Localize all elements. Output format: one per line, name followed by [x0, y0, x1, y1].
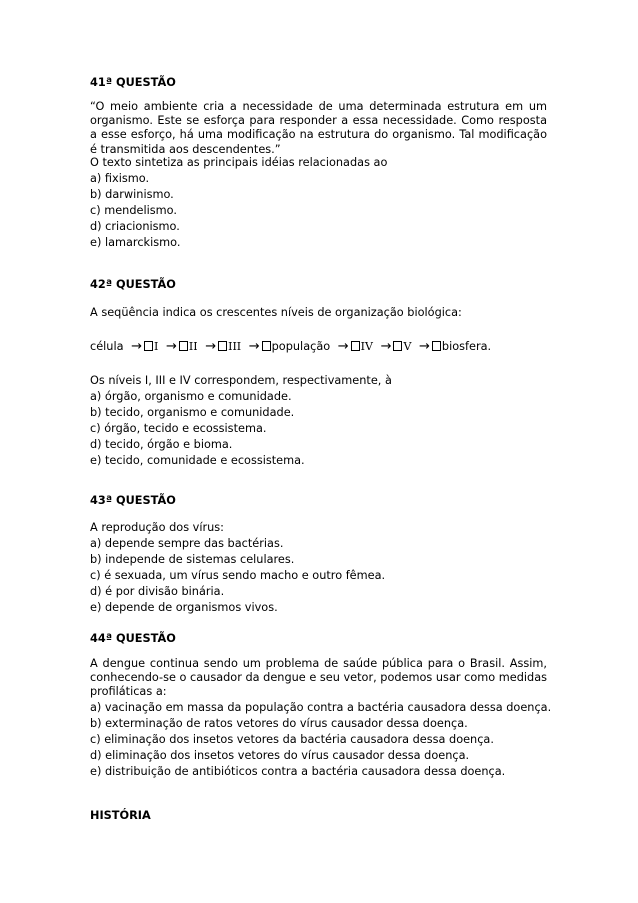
sequence-start: célula: [90, 340, 124, 353]
sequence-step: população: [271, 340, 331, 353]
question-44-text: A dengue continua sendo um problema de saúde pública para o Brasil. Assim, conhecendo-se o causador da dengue e seu vetor, podemos usar como medidas profiláticas a:: [90, 657, 547, 699]
sequence-step: IV: [360, 340, 373, 353]
arrow-icon: →: [205, 339, 217, 354]
option-a: a) depende sempre das bactérias.: [90, 537, 284, 550]
option-e: e) distribuição de antibióticos contra a bactéria causadora dessa doença.: [90, 765, 506, 778]
question-42-title: 42ª QUESTÃO: [90, 278, 176, 291]
option-d: d) tecido, órgão e bioma.: [90, 438, 233, 451]
option-b: b) tecido, organismo e comunidade.: [90, 406, 295, 419]
option-c: c) órgão, tecido e ecossistema.: [90, 422, 267, 435]
arrow-icon: →: [337, 339, 349, 354]
sequence-step: III: [228, 340, 242, 353]
section-title: HISTÓRIA: [90, 809, 151, 822]
sequence-step: V: [403, 340, 412, 353]
question-44-options: [90, 700, 552, 780]
checkbox-glyph-icon: [179, 341, 188, 351]
arrow-icon: →: [380, 339, 392, 354]
checkbox-glyph-icon: [262, 341, 271, 351]
option-b: b) darwinismo.: [90, 188, 174, 201]
option-a: a) vacinação em massa da população contra a bactéria causadora dessa doença.: [90, 701, 552, 714]
question-41-title: 41ª QUESTÃO: [90, 76, 176, 89]
sequence-step: II: [188, 340, 198, 353]
option-e: e) lamarckismo.: [90, 236, 181, 249]
option-c: c) eliminação dos insetos vetores da bactéria causadora dessa doença.: [90, 733, 494, 746]
question-43-title: 43ª QUESTÃO: [90, 494, 176, 507]
option-d: d) criacionismo.: [90, 220, 180, 233]
arrow-icon: →: [131, 339, 143, 354]
organization-sequence: [90, 339, 547, 355]
arrow-icon: →: [165, 339, 177, 354]
sequence-step: I: [154, 340, 159, 353]
option-c: c) mendelismo.: [90, 204, 177, 217]
option-d: d) é por divisão binária.: [90, 585, 225, 598]
checkbox-glyph-icon: [432, 341, 441, 351]
option-c: c) é sexuada, um vírus sendo macho e outro fêmea.: [90, 569, 386, 582]
question-42-prompt: Os níveis I, III e IV correspondem, respectivamente, à: [90, 374, 392, 387]
checkbox-glyph-icon: [144, 341, 153, 351]
checkbox-glyph-icon: [393, 341, 402, 351]
option-e: e) depende de organismos vivos.: [90, 601, 278, 614]
option-d: d) eliminação dos insetos vetores do vírus causador dessa doença.: [90, 749, 470, 762]
option-a: a) órgão, organismo e comunidade.: [90, 390, 292, 403]
question-42-intro: A seqüência indica os crescentes níveis de organização biológica:: [90, 306, 462, 319]
arrow-icon: →: [419, 339, 430, 354]
question-44-title: 44ª QUESTÃO: [90, 632, 176, 645]
question-41-options: [90, 171, 547, 251]
option-b: b) independe de sistemas celulares.: [90, 553, 295, 566]
question-41-text: “O meio ambiente cria a necessidade de uma determinada estrutura em um organismo. Este se esforça para responder a essa necessidade. Como resposta a esse esforço, há uma modificação na estrutura do organismo. Tal modificação é transmitida aos descendentes.”: [90, 100, 547, 156]
question-43-prompt: A reprodução dos vírus:: [90, 521, 224, 534]
arrow-icon: →: [248, 339, 260, 354]
checkbox-glyph-icon: [218, 341, 227, 351]
question-41-prompt: O texto sintetiza as principais idéias relacionadas ao: [90, 156, 388, 169]
option-a: a) fixismo.: [90, 172, 150, 185]
option-b: b) exterminação de ratos vetores do vírus causador dessa doença.: [90, 717, 468, 730]
checkbox-glyph-icon: [351, 341, 360, 351]
option-e: e) tecido, comunidade e ecossistema.: [90, 454, 305, 467]
question-43-options: [90, 536, 547, 616]
sequence-step: biosfera.: [441, 340, 492, 353]
question-42-options: [90, 389, 547, 469]
